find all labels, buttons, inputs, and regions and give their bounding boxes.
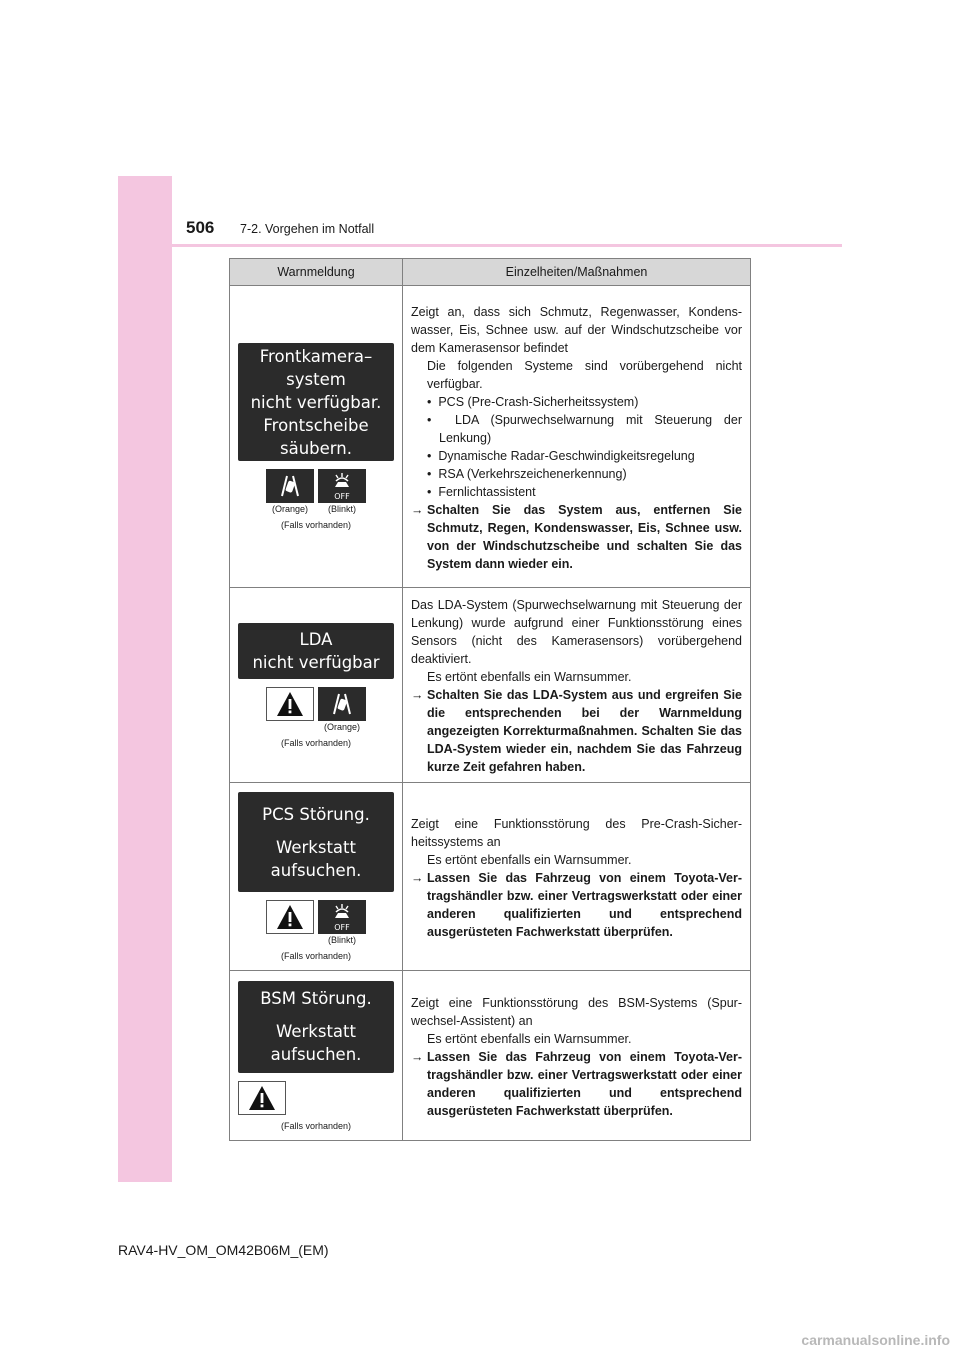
list-item: • LDA (Spurwechselwarnung mit Steuerung der Lenkung) <box>427 412 742 445</box>
description-text: Das LDA-System (Spurwechselwarnung mit Steuerung der Lenkung) wurde aufgrund einer Funktionsstörung eines Sensors (nicht des Kamerasensors) vorübergehend deaktiviert. <box>411 598 742 666</box>
table-header-row <box>230 259 751 286</box>
icon-caption <box>266 722 314 732</box>
lda-unavailable-display: LDA nicht verfügbar <box>238 623 394 679</box>
description-text: Zeigt eine Funktionsstörung des Pre-Crash-Sicherheitssystems an <box>411 816 742 849</box>
lane-camera-icon <box>318 687 366 721</box>
list-item: • Dynamische Radar-Geschwindigkeitsregelung <box>427 448 695 463</box>
svg-text:OFF: OFF <box>334 923 350 932</box>
sub-text: Es ertönt ebenfalls ein Warnsummer. <box>427 1031 632 1046</box>
icon-caption: (Orange) <box>323 721 360 732</box>
section-title: 7-2. Vorgehen im Notfall <box>240 222 375 236</box>
svg-text:OFF: OFF <box>334 492 350 501</box>
availability-note: (Falls vorhanden) <box>280 1120 352 1131</box>
icon-caption: (Blinkt) <box>327 504 356 514</box>
sub-text: Es ertönt ebenfalls ein Warnsummer. <box>427 670 632 684</box>
column-header-warnmeldung: Warnmeldung <box>230 259 403 286</box>
camera-unavailable-display: Frontkamera– system nicht verfügbar. Frontscheibe säubern. <box>238 343 394 461</box>
availability-note: (Falls vorhanden) <box>280 951 352 961</box>
table-row <box>230 783 751 971</box>
warning-triangle-icon <box>266 687 314 721</box>
list-item: • Fernlichtassistent <box>427 484 536 499</box>
icon-caption: (Orange) <box>271 504 308 514</box>
sub-text: Die folgenden Systeme sind vorübergehend nicht verfügbar. <box>427 358 742 391</box>
pcs-fault-display: PCS Störung. Werkstatt aufsuchen. <box>238 792 394 892</box>
warning-display-cell <box>230 783 403 971</box>
pcs-off-icon <box>318 469 366 503</box>
warning-triangle-icon <box>238 1081 286 1115</box>
warning-display-cell <box>230 971 403 1141</box>
details-cell <box>403 971 751 1141</box>
action-text: → Schalten Sie das LDA-System aus und ergreifen Sie die entsprechenden bei der Warnmeldung angezeigten Korrekturmaßnahmen. Schalten Sie das LDA-System wieder ein, nachdem Sie das Fahrzeug kurze Zeit gefahren haben. <box>411 688 742 774</box>
pcs-off-icon <box>318 900 366 934</box>
list-item: • RSA (Verkehrszeichenerkennung) <box>427 466 627 481</box>
sub-text: Es ertönt ebenfalls ein Warnsummer. <box>427 852 632 867</box>
warning-triangle-icon <box>266 900 314 934</box>
manual-code: RAV4-HV_OM_OM42B06M_(EM) <box>118 1242 329 1258</box>
page-number: 506 <box>186 218 215 237</box>
table-row <box>230 286 751 588</box>
bsm-fault-display: BSM Störung. Werkstatt aufsuchen. <box>238 981 394 1073</box>
action-text: → Lassen Sie das Fahrzeug von einem Toyota-Vertragshändler bzw. einer Vertragswerkstatt oder einer anderen qualifizierten und entsprechend ausgerüsteten Fachwerkstatt überprüfen. <box>411 870 742 939</box>
action-text: → Lassen Sie das Fahrzeug von einem Toyota-Vertragshändler bzw. einer Vertragswerkstatt oder einer anderen qualifizierten und entsprechend ausgerüsteten Fachwerkstatt überprüfen. <box>411 1049 742 1118</box>
header-divider <box>118 244 842 247</box>
details-cell <box>403 783 751 971</box>
description-text: Zeigt eine Funktionsstörung des BSM-Systems (Spurwechsel-Assistent) an <box>411 995 742 1028</box>
list-item: • PCS (Pre-Crash-Sicherheitssystem) <box>427 394 639 409</box>
watermark: carmanualsonline.info <box>801 1332 950 1348</box>
availability-note: (Falls vorhanden) <box>280 737 352 748</box>
availability-note: (Falls vorhanden) <box>280 520 352 530</box>
details-cell <box>403 588 751 783</box>
icon-caption <box>266 935 314 945</box>
warning-display-cell <box>230 588 403 783</box>
lane-camera-icon <box>266 469 314 503</box>
warning-display-cell <box>230 286 403 588</box>
details-cell <box>403 286 751 588</box>
warning-message-table <box>229 258 751 1141</box>
action-text: → Schalten Sie das System aus, entfernen Sie Schmutz, Regen, Kondenswasser, Eis, Schnee usw. von der Windschutzscheibe und schalten Sie das System dann wieder ein. <box>411 502 742 571</box>
chapter-sidebar-tab <box>118 176 172 1182</box>
icon-caption: (Blinkt) <box>327 935 356 945</box>
column-header-einzelheiten: Einzelheiten/Maßnahmen <box>403 259 751 286</box>
description-text: Zeigt an, dass sich Schmutz, Regenwasser, Kondenswasser, Eis, Schnee usw. auf der Windschutzscheibe vor dem Kamerasensor befindet <box>411 304 742 355</box>
table-row <box>230 588 751 783</box>
table-row <box>230 971 751 1141</box>
